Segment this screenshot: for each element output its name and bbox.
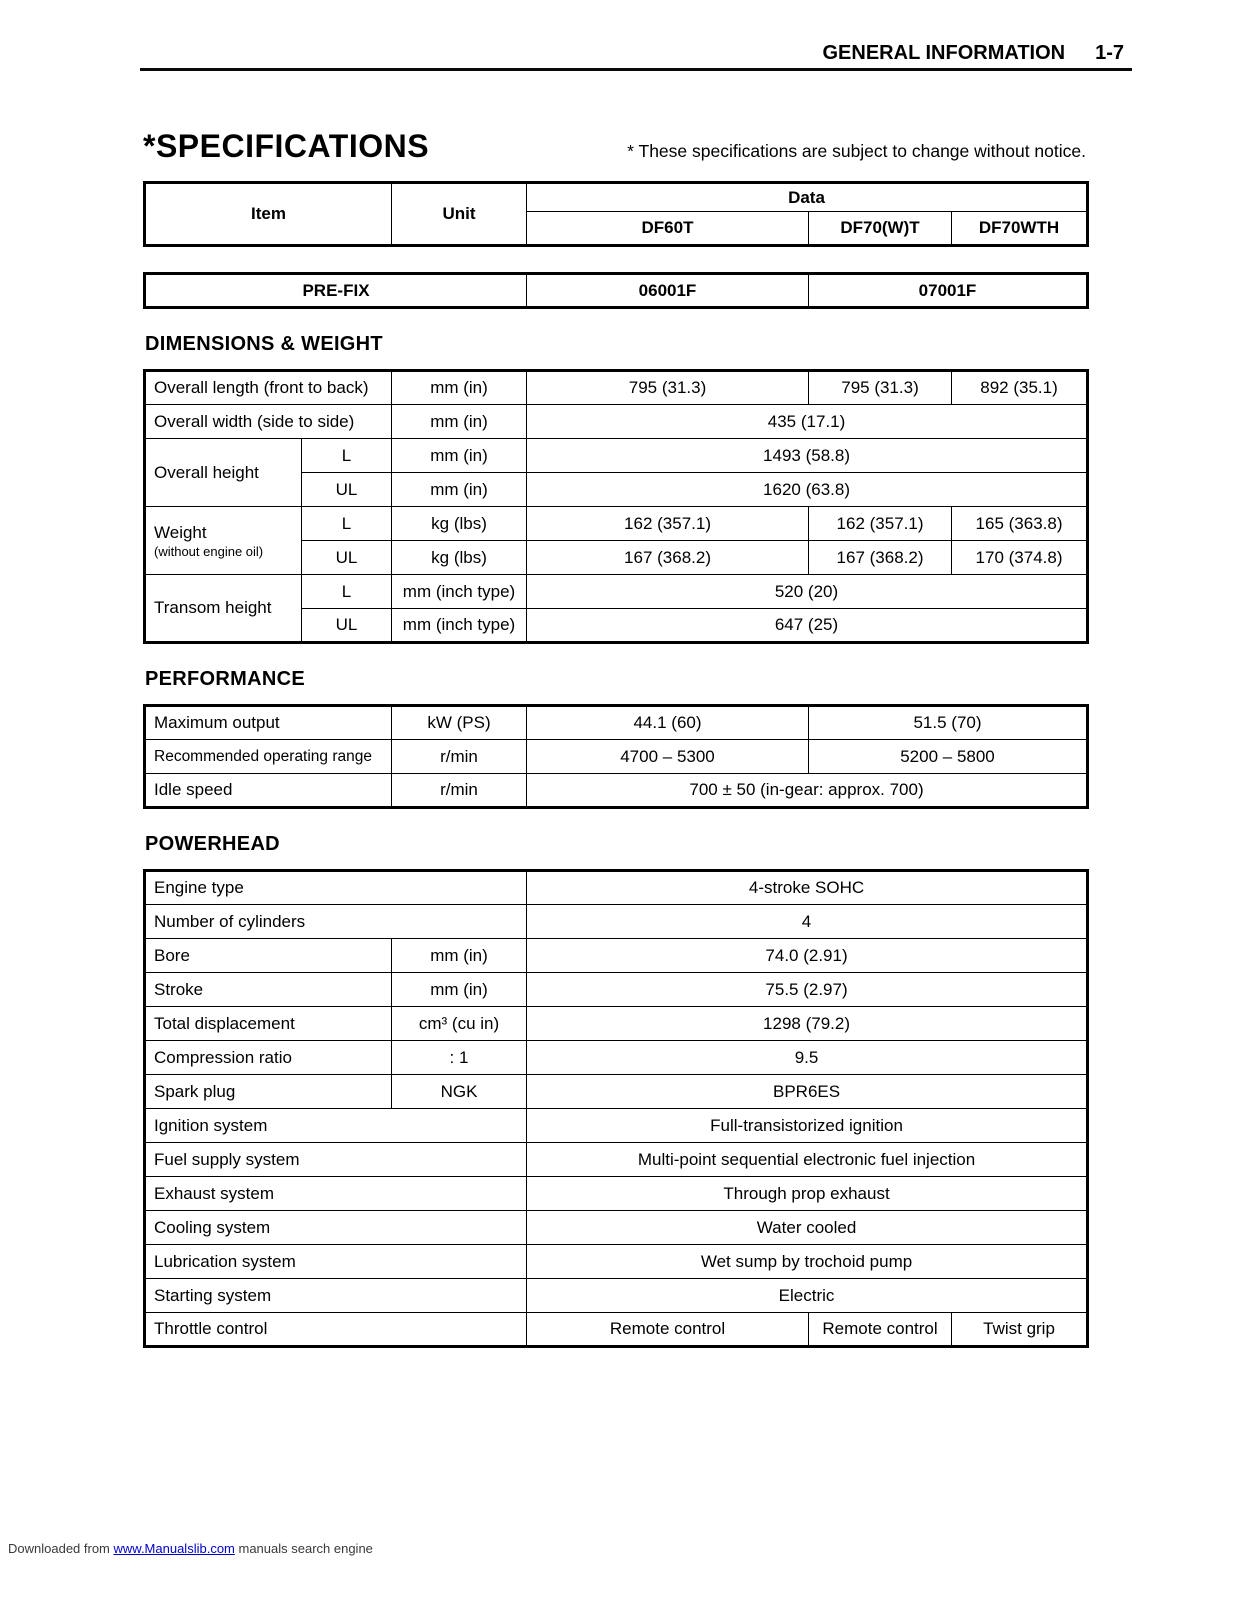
dim-transom-sub-ul: UL <box>302 609 392 643</box>
table-row <box>145 706 1088 740</box>
ph-cooling-item: Cooling system <box>145 1211 527 1245</box>
table-row <box>145 405 1088 439</box>
table-row <box>145 774 1088 808</box>
models-header-table <box>143 181 1089 247</box>
dim-width-unit: mm (in) <box>392 405 527 439</box>
footer-note <box>8 1541 373 1556</box>
ph-exhaust-item: Exhaust system <box>145 1177 527 1211</box>
table-row <box>145 1109 1088 1143</box>
dim-transom-value-ul: 647 (25) <box>527 609 1088 643</box>
table-row <box>145 1177 1088 1211</box>
table-row <box>145 1075 1088 1109</box>
dim-weight-unit-ul: kg (lbs) <box>392 541 527 575</box>
table-row <box>145 939 1088 973</box>
ph-compression-value: 9.5 <box>527 1041 1088 1075</box>
ph-fuel-item: Fuel supply system <box>145 1143 527 1177</box>
dim-width-item: Overall width (side to side) <box>145 405 392 439</box>
dim-weight-sub-l: L <box>302 507 392 541</box>
table-row <box>145 575 1088 609</box>
table-row <box>145 507 1088 541</box>
dim-weight-item-subnote: (without engine oil) <box>154 543 264 559</box>
dim-transom-value-l: 520 (20) <box>527 575 1088 609</box>
dim-weight-sub-ul: UL <box>302 541 392 575</box>
ph-displacement-unit: cm³ (cu in) <box>392 1007 527 1041</box>
ph-displacement-value: 1298 (79.2) <box>527 1007 1088 1041</box>
table-row <box>145 274 1088 308</box>
title-row <box>143 128 1086 165</box>
ph-lubrication-item: Lubrication system <box>145 1245 527 1279</box>
ph-stroke-item: Stroke <box>145 973 392 1007</box>
footer-text-prefix: Downloaded from <box>8 1541 114 1556</box>
perf-output-df70: 51.5 (70) <box>809 706 1088 740</box>
ph-cylinders-item: Number of cylinders <box>145 905 527 939</box>
dim-height-unit-ul: mm (in) <box>392 473 527 507</box>
dim-weight-l-df60t: 162 (357.1) <box>527 507 809 541</box>
page-header <box>823 42 1125 65</box>
header-section-title: GENERAL INFORMATION <box>822 42 1066 64</box>
table-row <box>145 1245 1088 1279</box>
ph-bore-unit: mm (in) <box>392 939 527 973</box>
section-heading-performance: PERFORMANCE <box>145 668 305 690</box>
ph-stroke-value: 75.5 (2.97) <box>527 973 1088 1007</box>
prefix-value-df60t: 06001F <box>527 274 809 308</box>
ph-compression-unit: : 1 <box>392 1041 527 1075</box>
table-row <box>145 871 1088 905</box>
dim-transom-unit-ul: mm (inch type) <box>392 609 527 643</box>
prefix-value-df70: 07001F <box>809 274 1088 308</box>
perf-idle-item: Idle speed <box>145 774 392 808</box>
dim-height-sub-ul: UL <box>302 473 392 507</box>
table-row <box>145 371 1088 405</box>
dim-weight-ul-df70wth: 170 (374.8) <box>952 541 1088 575</box>
col-header-item: Item <box>145 183 392 246</box>
dim-weight-l-df70wt: 162 (357.1) <box>809 507 952 541</box>
dim-height-value-l: 1493 (58.8) <box>527 439 1088 473</box>
footer-link[interactable]: www.Manualslib.com <box>113 1541 235 1556</box>
perf-range-df70: 5200 – 5800 <box>809 740 1088 774</box>
perf-range-item: Recommended operating range <box>145 740 392 774</box>
dim-weight-unit-l: kg (lbs) <box>392 507 527 541</box>
dim-length-df70wt: 795 (31.3) <box>809 371 952 405</box>
ph-throttle-df70wt: Remote control <box>809 1313 952 1347</box>
perf-output-item: Maximum output <box>145 706 392 740</box>
table-row <box>145 1279 1088 1313</box>
perf-range-df60t: 4700 – 5300 <box>527 740 809 774</box>
col-header-model-df70wth: DF70WTH <box>952 212 1088 246</box>
ph-displacement-item: Total displacement <box>145 1007 392 1041</box>
ph-throttle-item: Throttle control <box>145 1313 527 1347</box>
dim-height-item: Overall height <box>145 439 302 507</box>
ph-ignition-item: Ignition system <box>145 1109 527 1143</box>
ph-fuel-value: Multi-point sequential electronic fuel injection <box>527 1143 1088 1177</box>
table-row <box>145 740 1088 774</box>
ph-stroke-unit: mm (in) <box>392 973 527 1007</box>
ph-throttle-df60t: Remote control <box>527 1313 809 1347</box>
ph-cooling-value: Water cooled <box>527 1211 1088 1245</box>
dim-transom-sub-l: L <box>302 575 392 609</box>
ph-spark-plug-item: Spark plug <box>145 1075 392 1109</box>
dim-length-item: Overall length (front to back) <box>145 371 392 405</box>
ph-spark-plug-value: BPR6ES <box>527 1075 1088 1109</box>
table-row <box>145 1143 1088 1177</box>
ph-throttle-df70wth: Twist grip <box>952 1313 1088 1347</box>
ph-starting-value: Electric <box>527 1279 1088 1313</box>
ph-engine-type-value: 4-stroke SOHC <box>527 871 1088 905</box>
dim-weight-ul-df70wt: 167 (368.2) <box>809 541 952 575</box>
table-row <box>145 439 1088 473</box>
dim-height-value-ul: 1620 (63.8) <box>527 473 1088 507</box>
ph-engine-type-item: Engine type <box>145 871 527 905</box>
header-rule <box>140 68 1132 71</box>
section-heading-dimensions: DIMENSIONS & WEIGHT <box>145 333 383 355</box>
page-title: *SPECIFICATIONS <box>143 128 430 164</box>
perf-range-unit: r/min <box>392 740 527 774</box>
perf-idle-unit: r/min <box>392 774 527 808</box>
dim-length-df70wth: 892 (35.1) <box>952 371 1088 405</box>
dim-weight-item-label: Weight <box>154 522 207 542</box>
dim-transom-item: Transom height <box>145 575 302 643</box>
dim-height-sub-l: L <box>302 439 392 473</box>
table-row <box>145 1313 1088 1347</box>
footer-text-suffix: manuals search engine <box>234 1541 373 1556</box>
table-row <box>145 1211 1088 1245</box>
dim-height-unit-l: mm (in) <box>392 439 527 473</box>
dim-weight-ul-df60t: 167 (368.2) <box>527 541 809 575</box>
col-header-model-df60t: DF60T <box>527 212 809 246</box>
header-page-number: 1-7 <box>1095 42 1124 64</box>
ph-starting-item: Starting system <box>145 1279 527 1313</box>
ph-compression-item: Compression ratio <box>145 1041 392 1075</box>
dim-weight-l-df70wth: 165 (363.8) <box>952 507 1088 541</box>
ph-lubrication-value: Wet sump by trochoid pump <box>527 1245 1088 1279</box>
col-header-unit: Unit <box>392 183 527 246</box>
prefix-table <box>143 272 1089 309</box>
dim-weight-item <box>145 507 302 575</box>
perf-idle-value: 700 ± 50 (in-gear: approx. 700) <box>527 774 1088 808</box>
section-heading-powerhead: POWERHEAD <box>145 833 280 855</box>
perf-output-df60t: 44.1 (60) <box>527 706 809 740</box>
performance-table <box>143 704 1089 809</box>
col-header-data: Data <box>527 183 1088 212</box>
table-row <box>145 1041 1088 1075</box>
perf-output-unit: kW (PS) <box>392 706 527 740</box>
page-content <box>143 128 1086 1348</box>
prefix-label: PRE-FIX <box>145 274 527 308</box>
powerhead-table <box>143 869 1089 1348</box>
dim-length-unit: mm (in) <box>392 371 527 405</box>
ph-bore-item: Bore <box>145 939 392 973</box>
col-header-model-df70wt: DF70(W)T <box>809 212 952 246</box>
dim-width-value: 435 (17.1) <box>527 405 1088 439</box>
dimensions-table <box>143 369 1089 644</box>
ph-bore-value: 74.0 (2.91) <box>527 939 1088 973</box>
ph-cylinders-value: 4 <box>527 905 1088 939</box>
spec-change-note: * These specifications are subject to change without notice. <box>627 141 1086 161</box>
table-row <box>145 1007 1088 1041</box>
table-row <box>145 905 1088 939</box>
dim-length-df60t: 795 (31.3) <box>527 371 809 405</box>
dim-transom-unit-l: mm (inch type) <box>392 575 527 609</box>
table-row <box>145 183 1088 212</box>
table-row <box>145 973 1088 1007</box>
ph-spark-plug-unit: NGK <box>392 1075 527 1109</box>
ph-ignition-value: Full-transistorized ignition <box>527 1109 1088 1143</box>
ph-exhaust-value: Through prop exhaust <box>527 1177 1088 1211</box>
